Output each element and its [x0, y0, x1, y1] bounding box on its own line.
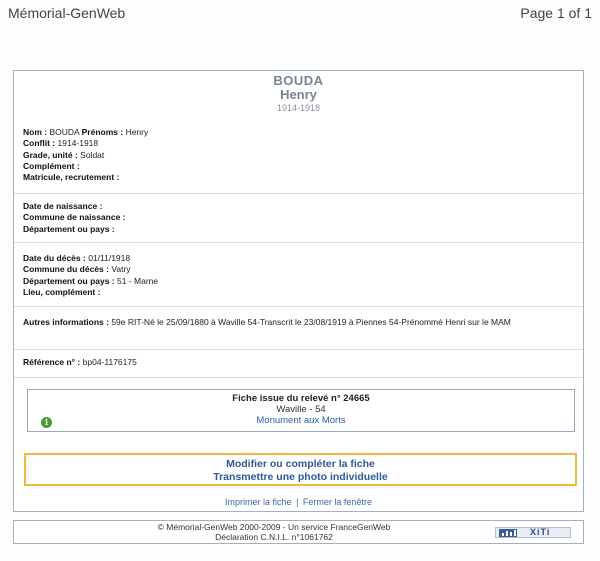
birth-departement-label: Département ou pays :: [23, 223, 115, 234]
modify-record-link[interactable]: Modifier ou compléter la fiche: [226, 458, 375, 470]
other-info-section: [23, 317, 575, 328]
source-box: [27, 389, 575, 432]
bottom-links: [14, 497, 583, 507]
death-section: [23, 253, 575, 298]
matricule-label: Matricule, recrutement :: [23, 172, 120, 183]
footer-text: [14, 522, 534, 542]
reference-label: Référence n° :: [23, 357, 81, 367]
conflit-label: Conflit :: [23, 138, 56, 149]
footer-cnil: Déclaration C.N.I.L. n°1061762: [215, 532, 333, 542]
record-surname: BOUDA: [273, 73, 324, 88]
close-window-link[interactable]: Fermer la fenêtre: [302, 497, 372, 507]
record-years: 1914-1918: [276, 103, 321, 113]
prenoms-label: Prénoms :: [81, 127, 124, 137]
birth-commune-label: Commune de naissance :: [23, 212, 126, 223]
send-photo-link[interactable]: Transmettre une photo individuelle: [213, 471, 388, 483]
nom-label: Nom :: [23, 127, 48, 137]
xiti-label: XiTi: [530, 527, 551, 537]
monument-link[interactable]: Monument aux Morts: [256, 415, 346, 426]
birth-date-label: Date de naissance :: [23, 201, 103, 211]
grade-label: Grade, unité :: [23, 149, 78, 160]
death-date-value: 01/11/1918: [88, 253, 131, 263]
info-icon[interactable]: i: [41, 417, 52, 428]
divider: [14, 349, 583, 350]
divider: [14, 242, 583, 243]
other-info-label: Autres informations :: [23, 317, 109, 327]
death-departement-label: Département ou pays :: [23, 275, 115, 286]
record-firstname: Henry: [280, 87, 317, 102]
footer-copyright: © Mémorial-GenWeb 2000-2009 - Un service FranceGenWeb: [157, 522, 391, 532]
death-lieu-row: [23, 287, 575, 298]
reference-value: bp04-1176175: [82, 357, 137, 367]
source-releve: Fiche issue du relevé n° 24665: [232, 393, 370, 404]
other-info-value: 59e RIT-Né le 25/09/1880 à Waville 54-Transcrit le 23/08/1919 à Piennes 54-Prénommé Henri sur le MAM: [111, 317, 511, 327]
browser-print-header-page: Page 1 of 1: [520, 5, 592, 21]
death-date-row: [23, 253, 575, 264]
nom-value: BOUDA: [49, 127, 80, 137]
divider: [14, 306, 583, 307]
death-departement-value: 51 - Marne: [117, 275, 159, 286]
birth-section: [23, 201, 575, 235]
prenoms-value: Henry: [125, 127, 149, 137]
death-commune-row: [23, 264, 575, 275]
actions-box: [24, 453, 577, 486]
death-departement-row: [23, 276, 575, 287]
xiti-badge[interactable]: [495, 527, 571, 538]
divider: [14, 193, 583, 194]
xiti-chart-icon: [499, 529, 517, 537]
grade-value: Soldat: [80, 149, 105, 160]
browser-print-header-site: Mémorial-GenWeb: [8, 5, 126, 21]
death-lieu-label: Lieu, complément :: [23, 286, 101, 297]
print-link[interactable]: Imprimer la fiche: [225, 497, 292, 507]
death-date-label: Date du décès :: [23, 253, 86, 263]
complement-label: Complément :: [23, 160, 80, 171]
death-commune-value: Vatry: [111, 264, 131, 275]
identity-section: [23, 127, 575, 183]
conflit-value: 1914-1918: [57, 138, 99, 149]
record-card: [13, 70, 584, 512]
footer: [13, 520, 584, 544]
nom-row: [23, 127, 575, 138]
source-commune: Waville - 54: [276, 404, 326, 415]
divider: [14, 377, 583, 378]
links-separator: |: [296, 497, 299, 507]
grade-row: [23, 150, 575, 161]
conflit-row: [23, 138, 575, 149]
complement-row: [23, 161, 575, 172]
death-commune-label: Commune du décès :: [23, 264, 109, 275]
matricule-row: [23, 172, 575, 183]
reference-section: [23, 357, 575, 368]
